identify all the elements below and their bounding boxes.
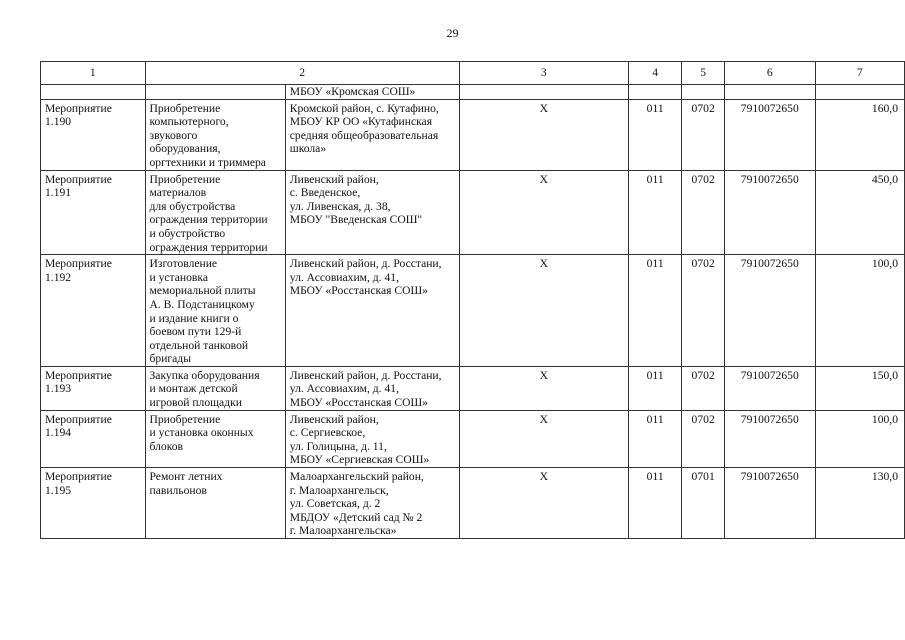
measure-id: Мероприятие 1.191 (41, 170, 146, 255)
measure-name: Приобретение компьютерного, звукового оборудования, оргтехники и триммера (145, 99, 285, 170)
table-row (41, 366, 905, 410)
col7-amount: 100,0 (815, 255, 904, 367)
measure-id: Мероприятие 1.194 (41, 410, 146, 467)
col7-amount: 450,0 (815, 170, 904, 255)
measure-name: Приобретение и установка оконных блоков (145, 410, 285, 467)
cell-empty (724, 85, 815, 100)
continuation-row (41, 85, 905, 100)
col6-code: 7910072650 (724, 255, 815, 367)
header-col-4: 4 (628, 62, 682, 85)
col4-code: 011 (628, 410, 682, 467)
header-col-7: 7 (815, 62, 904, 85)
table-row (41, 468, 905, 539)
measure-name: Приобретение материалов для обустройства ограждения территории и обустройство ограждения территории (145, 170, 285, 255)
measure-id: Мероприятие 1.190 (41, 99, 146, 170)
col7-amount: 150,0 (815, 366, 904, 410)
col7-amount: 160,0 (815, 99, 904, 170)
header-row (41, 62, 905, 85)
header-col-6: 6 (724, 62, 815, 85)
measure-address: Кромской район, с. Кутафино, МБОУ КР ОО «Кутафинская средняя общеобразовательная школа» (285, 99, 459, 170)
measure-address: Ливенский район, д. Росстани, ул. Ассовиахим, д. 41, МБОУ «Росстанская СОШ» (285, 366, 459, 410)
measure-id: Мероприятие 1.193 (41, 366, 146, 410)
col6-code: 7910072650 (724, 99, 815, 170)
col3-mark: Х (459, 366, 628, 410)
col6-code: 7910072650 (724, 366, 815, 410)
col4-code: 011 (628, 99, 682, 170)
col6-code: 7910072650 (724, 468, 815, 539)
continuation-address: МБОУ «Кромская СОШ» (285, 85, 459, 100)
table-row (41, 170, 905, 255)
col6-code: 7910072650 (724, 170, 815, 255)
col7-amount: 130,0 (815, 468, 904, 539)
table-row (41, 99, 905, 170)
col6-code: 7910072650 (724, 410, 815, 467)
cell-empty (145, 85, 285, 100)
measure-address: Ливенский район, с. Введенское, ул. Ливенская, д. 38, МБОУ "Введенская СОШ" (285, 170, 459, 255)
col5-code: 0702 (682, 366, 724, 410)
cell-empty (459, 85, 628, 100)
cell-empty (682, 85, 724, 100)
col3-mark: Х (459, 410, 628, 467)
col5-code: 0702 (682, 170, 724, 255)
col3-mark: Х (459, 468, 628, 539)
measure-name: Закупка оборудования и монтаж детской игровой площадки (145, 366, 285, 410)
col3-mark: Х (459, 99, 628, 170)
measure-id: Мероприятие 1.195 (41, 468, 146, 539)
col3-mark: Х (459, 255, 628, 367)
cell-empty (628, 85, 682, 100)
header-col-1: 1 (41, 62, 146, 85)
cell-empty (41, 85, 146, 100)
col3-mark: Х (459, 170, 628, 255)
col4-code: 011 (628, 468, 682, 539)
col5-code: 0702 (682, 410, 724, 467)
measure-id: Мероприятие 1.192 (41, 255, 146, 367)
measure-address: Ливенский район, с. Сергиевское, ул. Голицына, д. 11, МБОУ «Сергиевская СОШ» (285, 410, 459, 467)
measure-address: Ливенский район, д. Росстани, ул. Ассовиахим, д. 41, МБОУ «Росстанская СОШ» (285, 255, 459, 367)
measure-name: Ремонт летних павильонов (145, 468, 285, 539)
cell-empty (815, 85, 904, 100)
col5-code: 0702 (682, 99, 724, 170)
col5-code: 0702 (682, 255, 724, 367)
col7-amount: 100,0 (815, 410, 904, 467)
table-row (41, 410, 905, 467)
header-col-2: 2 (145, 62, 459, 85)
col5-code: 0701 (682, 468, 724, 539)
col4-code: 011 (628, 170, 682, 255)
col4-code: 011 (628, 255, 682, 367)
table-row (41, 255, 905, 367)
header-col-3: 3 (459, 62, 628, 85)
header-col-5: 5 (682, 62, 724, 85)
budget-table (40, 61, 905, 539)
measure-address: Малоархангельский район, г. Малоархангельск, ул. Советская, д. 2 МБДОУ «Детский сад № 2 г. Малоархангельска» (285, 468, 459, 539)
measure-name: Изготовление и установка мемориальной плиты А. В. Подстаницкому и издание книги о боевом пути 129-й отдельной танковой бригады (145, 255, 285, 367)
page-number: 29 (446, 26, 459, 40)
col4-code: 011 (628, 366, 682, 410)
